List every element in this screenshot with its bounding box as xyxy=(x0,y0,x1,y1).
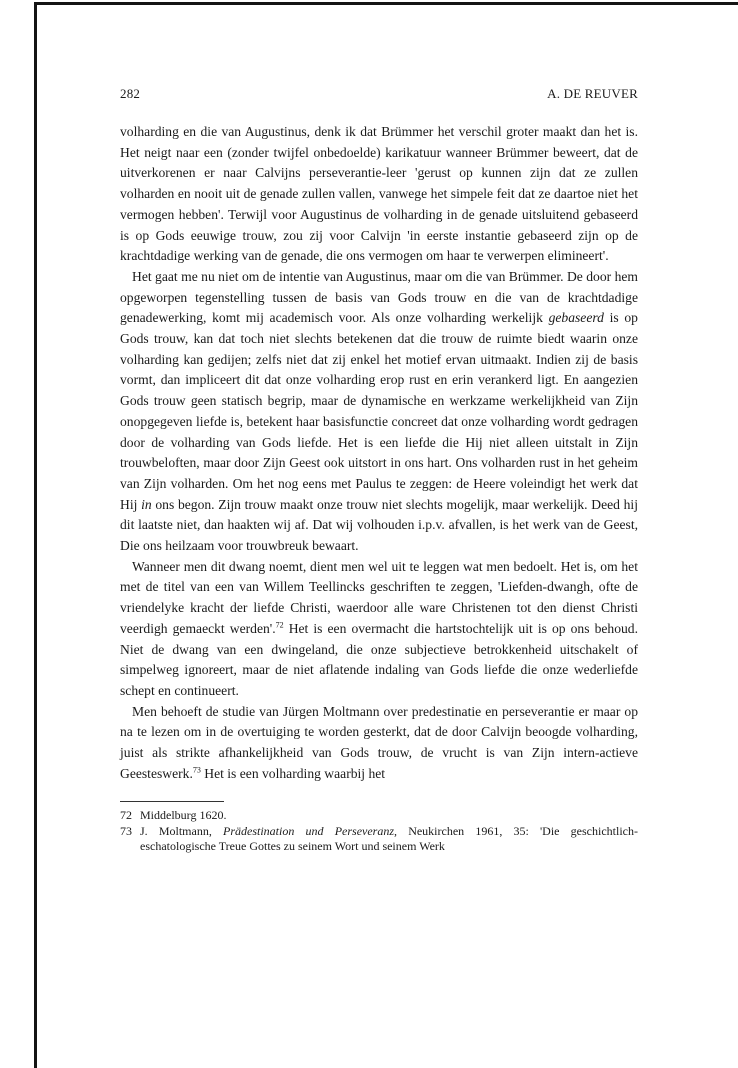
paragraph-2-text-c: ons begon. Zijn trouw maakt onze trouw niet slechts mogelijk, maar werkelijk. Deed hij dit laatste niet, dan haakten wij af. Dat wij volhouden i.p.v. afvallen, is het werk van de Geest, Die ons heilzaam voor trouwbreuk bewaart. xyxy=(120,496,638,554)
body-text xyxy=(120,122,638,785)
footnote-text: Middelburg 1620. xyxy=(140,807,227,822)
paragraph-3-text-a: Wanneer men dit dwang noemt, dient men wel uit te leggen wat men bedoelt. Het is, om het met de titel van een van Willem Teellincks geschriften te zeggen, 'Liefden-dwangh, ofte de vriendelyke kracht der liefde Christi, waerdoor alle ware Christenen tot den dienst Christi veerdigh gemaeckt werden'. xyxy=(120,558,638,636)
page-left-edge xyxy=(34,2,37,1068)
paragraph-3 xyxy=(120,557,638,702)
paragraph-3-text-b: Het is een overmacht die hartstochtelijk uit is op ons behoud. Niet de dwang van een dwingeland, die onze subjectieve betrokkenheid uitschakelt of simpelweg ignoreert, maar de niet aflatende indaling van Gods liefde die onze wederliefde schept en continueert. xyxy=(120,620,638,698)
paragraph-4-text-a: Men behoeft de studie van Jürgen Moltmann over predestinatie en perseverantie er maar op na te lezen om in de overtuiging te worden gesterkt, dat de door Calvijn beoogde volharding, juist als strikte afhankelijkheid van Gods trouw, de vrucht is van Zijn intern-actieve Geesteswerk. xyxy=(120,703,638,781)
paragraph-2-text-b: is op Gods trouw, kan dat toch niet slechts betekenen dat die trouw de ruimte biedt waarin onze volharding kan gedijen; zelfs niet dat zij enkel het motief ervan uitmaakt. Indien zij de basis vormt, dan impliceert dit dat onze volharding erop rust en erin verankerd ligt. En aangezien Gods trouw geen statisch begrip, maar de dynamische en werkzame werkelijkheid van Zijn onopgegeven liefde is, betekent haar basisfunctie concreet dat onze volharding wordt gedragen door de volharding van Gods liefde. Het is een liefde die Hij niet alleen uitstalt in Zijn trouwbeloften, maar door Zijn Geest ook uitstort in ons hart. Ons volharden rust in het geheim van Zijn volharden. Om het nog eens met Paulus te zeggen: de Heere voleindigt het werk dat Hij xyxy=(120,310,638,512)
footnote-72 xyxy=(120,808,638,823)
running-head xyxy=(120,86,638,102)
page-top-edge xyxy=(34,2,738,5)
paragraph-4 xyxy=(120,702,638,785)
paragraph-2-text-a: Het gaat me nu niet om de intentie van Augustinus, maar om die van Brümmer. De door hem opgeworpen tegenstelling tussen de basis van Gods trouw en die van de krachtdadige genadewerking, komt mij academisch voor. Als onze volharding werkelijk xyxy=(120,268,638,326)
footnote-ref-73: 73 xyxy=(192,765,201,775)
footnote-author: J. Moltmann, xyxy=(140,824,224,838)
footnotes xyxy=(120,802,638,854)
page xyxy=(120,86,638,855)
paragraph-2-emphasis-2: in xyxy=(141,496,152,512)
footnote-number: 72 xyxy=(120,807,132,822)
paragraph-4-text-b: Het is een volharding waarbij het xyxy=(200,765,386,781)
paragraph-2-emphasis: gebaseerd xyxy=(548,310,604,326)
paragraph-2 xyxy=(120,267,638,557)
running-head-author: A. DE REUVER xyxy=(547,86,638,101)
footnote-text xyxy=(140,824,638,853)
page-number: 282 xyxy=(120,86,141,101)
footnote-number: 73 xyxy=(120,824,132,838)
footnote-ref-72: 72 xyxy=(275,620,284,630)
paragraph-1 xyxy=(120,122,638,267)
footnote-73 xyxy=(120,824,638,853)
footnote-title: Prädestination und Perseveranz, xyxy=(223,824,398,838)
footnote-citation: Neukirchen 1961, 35: 'Die geschichtlich-eschatologische Treue Gottes zu seinem Wort und seinem Werk xyxy=(140,824,638,853)
paragraph-1-text: volharding en die van Augustinus, denk ik dat Brümmer het verschil groter maakt dan het is. Het neigt naar een (zonder twijfel onbedoelde) karikatuur wanneer Brümmer beweert, dat de uitverkorenen er naar Calvijns perseverantie-leer 'gerust op kunnen zijn dat ze zullen volharden en nooit uit de genade zullen vallen, vanwege het simpele feit dat ze daartoe niet het vermogen hebben'. Terwijl voor Augustinus de volharding in de genade uitsluitend gebaseerd is op Gods eeuwige trouw, zou zij voor Calvijn 'in eerste instantie gebaseerd zijn op de krachtdadige werking van de genade, die ons vermogen om haar te verwerpen elimineert'. xyxy=(120,124,638,264)
